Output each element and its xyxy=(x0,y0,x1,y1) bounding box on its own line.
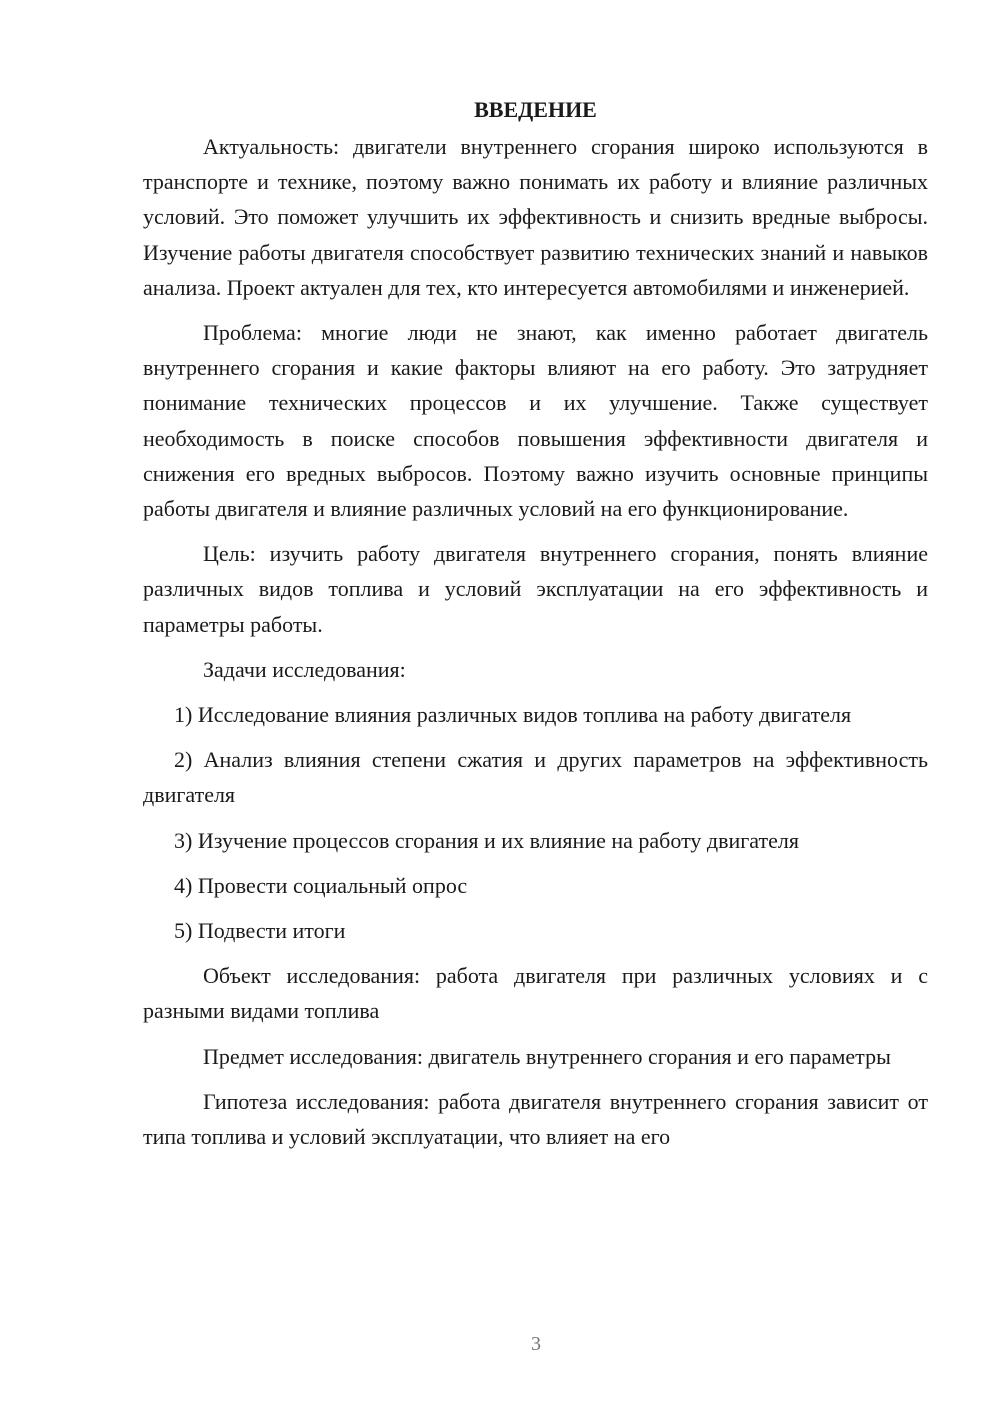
list-item: 5) Подвести итоги xyxy=(174,918,346,944)
page-title: ВВЕДЕНИЕ xyxy=(474,97,597,122)
subject-paragraph: Предмет исследования: двигатель внутреннего сгорания и его параметры xyxy=(203,1043,891,1069)
page-content xyxy=(143,92,928,1164)
list-item: 4) Провести социальный опрос xyxy=(174,872,468,898)
tasks-heading: Задачи исследования: xyxy=(203,656,406,682)
tasks-list xyxy=(143,697,928,948)
hypothesis-paragraph: Гипотеза исследования: работа двигателя внутреннего сгорания зависит от типа топлива и условий эксплуатации, что влияет на его xyxy=(143,1088,928,1150)
relevance-paragraph: Актуальность: двигатели внутреннего сгорания широко используются в транспорте и технике, поэтому важно понимать их работу и влияние различных условий. Это поможет улучшить их эффективность и снизить вредные выбросы. Изучение работы двигателя способствует развитию технических знаний и навыков анализа. Проект актуален для тех, кто интересуется автомобилями и инженерией. xyxy=(143,134,928,300)
problem-paragraph: Проблема: многие люди не знают, как именно работает двигатель внутреннего сгорания и какие факторы влияют на его работу. Это затрудняет понимание технических процессов и их улучшение. Также существует необходимость в поиске способов повышения эффективности двигателя и снижения его вредных выбросов. Поэтому важно изучить основные принципы работы двигателя и влияние различных условий на его функционирование. xyxy=(143,320,928,522)
object-paragraph: Объект исследования: работа двигателя при различных условиях и с разными видами топлива xyxy=(143,963,928,1024)
list-item: 1) Исследование влияния различных видов топлива на работу двигателя xyxy=(174,702,852,728)
list-item: 3) Изучение процессов сгорания и их влияние на работу двигателя xyxy=(174,827,799,853)
list-item: 2) Анализ влияния степени сжатия и других параметров на эффективность двигателя xyxy=(143,747,928,808)
goal-paragraph: Цель: изучить работу двигателя внутреннего сгорания, понять влияние различных видов топлива и условий эксплуатации на его эффективность и параметры работы. xyxy=(143,541,928,637)
page-number: 3 xyxy=(531,1333,541,1355)
